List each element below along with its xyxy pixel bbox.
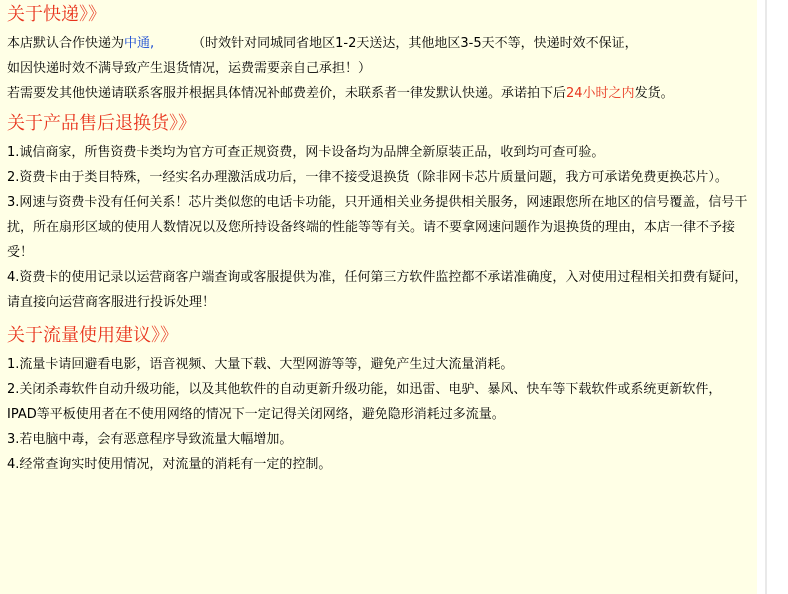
traffic-heading: 关于流量使用建议》》 bbox=[7, 325, 178, 346]
courier-other-carrier-text: 若需要发其他快递请联系客服并根据具体情况补邮费差价，未联系者一律发默认快递。承诺拍下后 bbox=[7, 86, 567, 101]
courier-heading: 关于快递》》 bbox=[7, 4, 106, 25]
aftersales-item-3: 3.网速与资费卡没有任何关系！芯片类似您的电话卡功能，只开通相关业务提供相关服务，网速跟您所在地区的信号覆盖，信号干扰，所在扇形区域的使用人数情况以及您所持设备终端的性能等等有关。请不要拿网速问题作为退换货的理由，本店一律不予接受！ bbox=[7, 195, 748, 260]
courier-refund-note: 如因快递时效不满导致产生退货情况，运费需要亲自己承担！） bbox=[7, 61, 372, 76]
traffic-item-2: 2.关闭杀毒软件自动升级功能，以及其他软件的自动更新升级功能，如迅雷、电驴、暴风、快车等下载软件或系统更新软件，IPAD等平板使用者在不使用网络的情况下一定记得关闭网络，避免隐形消耗过多流量。 bbox=[7, 382, 722, 422]
aftersales-item-1: 1.诚信商家，所售资费卡类均为官方可查正规资费，网卡设备均为品牌全新原装正品，收到均可查可验。 bbox=[7, 145, 605, 160]
courier-paragraph bbox=[7, 31, 751, 106]
right-divider bbox=[765, 0, 767, 594]
aftersales-heading: 关于产品售后退换货》》 bbox=[7, 113, 196, 134]
courier-timeliness-text: （时效针对同城同省地区1-2天送达，其他地区3-5天不等，快递时效不保证， bbox=[192, 36, 638, 51]
traffic-item-1: 1.流量卡请回避看电影，语音视频、大量下载、大型网游等等，避免产生过大流量消耗。 bbox=[7, 357, 514, 372]
courier-default-text: 本店默认合作快递为 bbox=[7, 36, 125, 51]
traffic-item-3: 3.若电脑中毒，会有恶意程序导致流量大幅增加。 bbox=[7, 432, 293, 447]
aftersales-item-4: 4.资费卡的使用记录以运营商客户端查询或客服提供为准，任何第三方软件监控都不承诺准确度，入对使用过程相关扣费有疑问，请直接向运营商客服进行投诉处理！ bbox=[7, 270, 748, 310]
traffic-item-4: 4.经常查询实时使用情况，对流量的消耗有一定的控制。 bbox=[7, 457, 332, 472]
aftersales-item-2: 2.资费卡由于类目特殊，一经实名办理激活成功后，一律不接受退换货（除非网卡芯片质量问题，我方可承诺免费更换芯片）。 bbox=[7, 170, 728, 185]
courier-ship-suffix: 发货。 bbox=[634, 86, 674, 101]
courier-carrier-name: 中通, bbox=[124, 36, 155, 51]
courier-ship-time: 24小时之内 bbox=[566, 86, 635, 101]
